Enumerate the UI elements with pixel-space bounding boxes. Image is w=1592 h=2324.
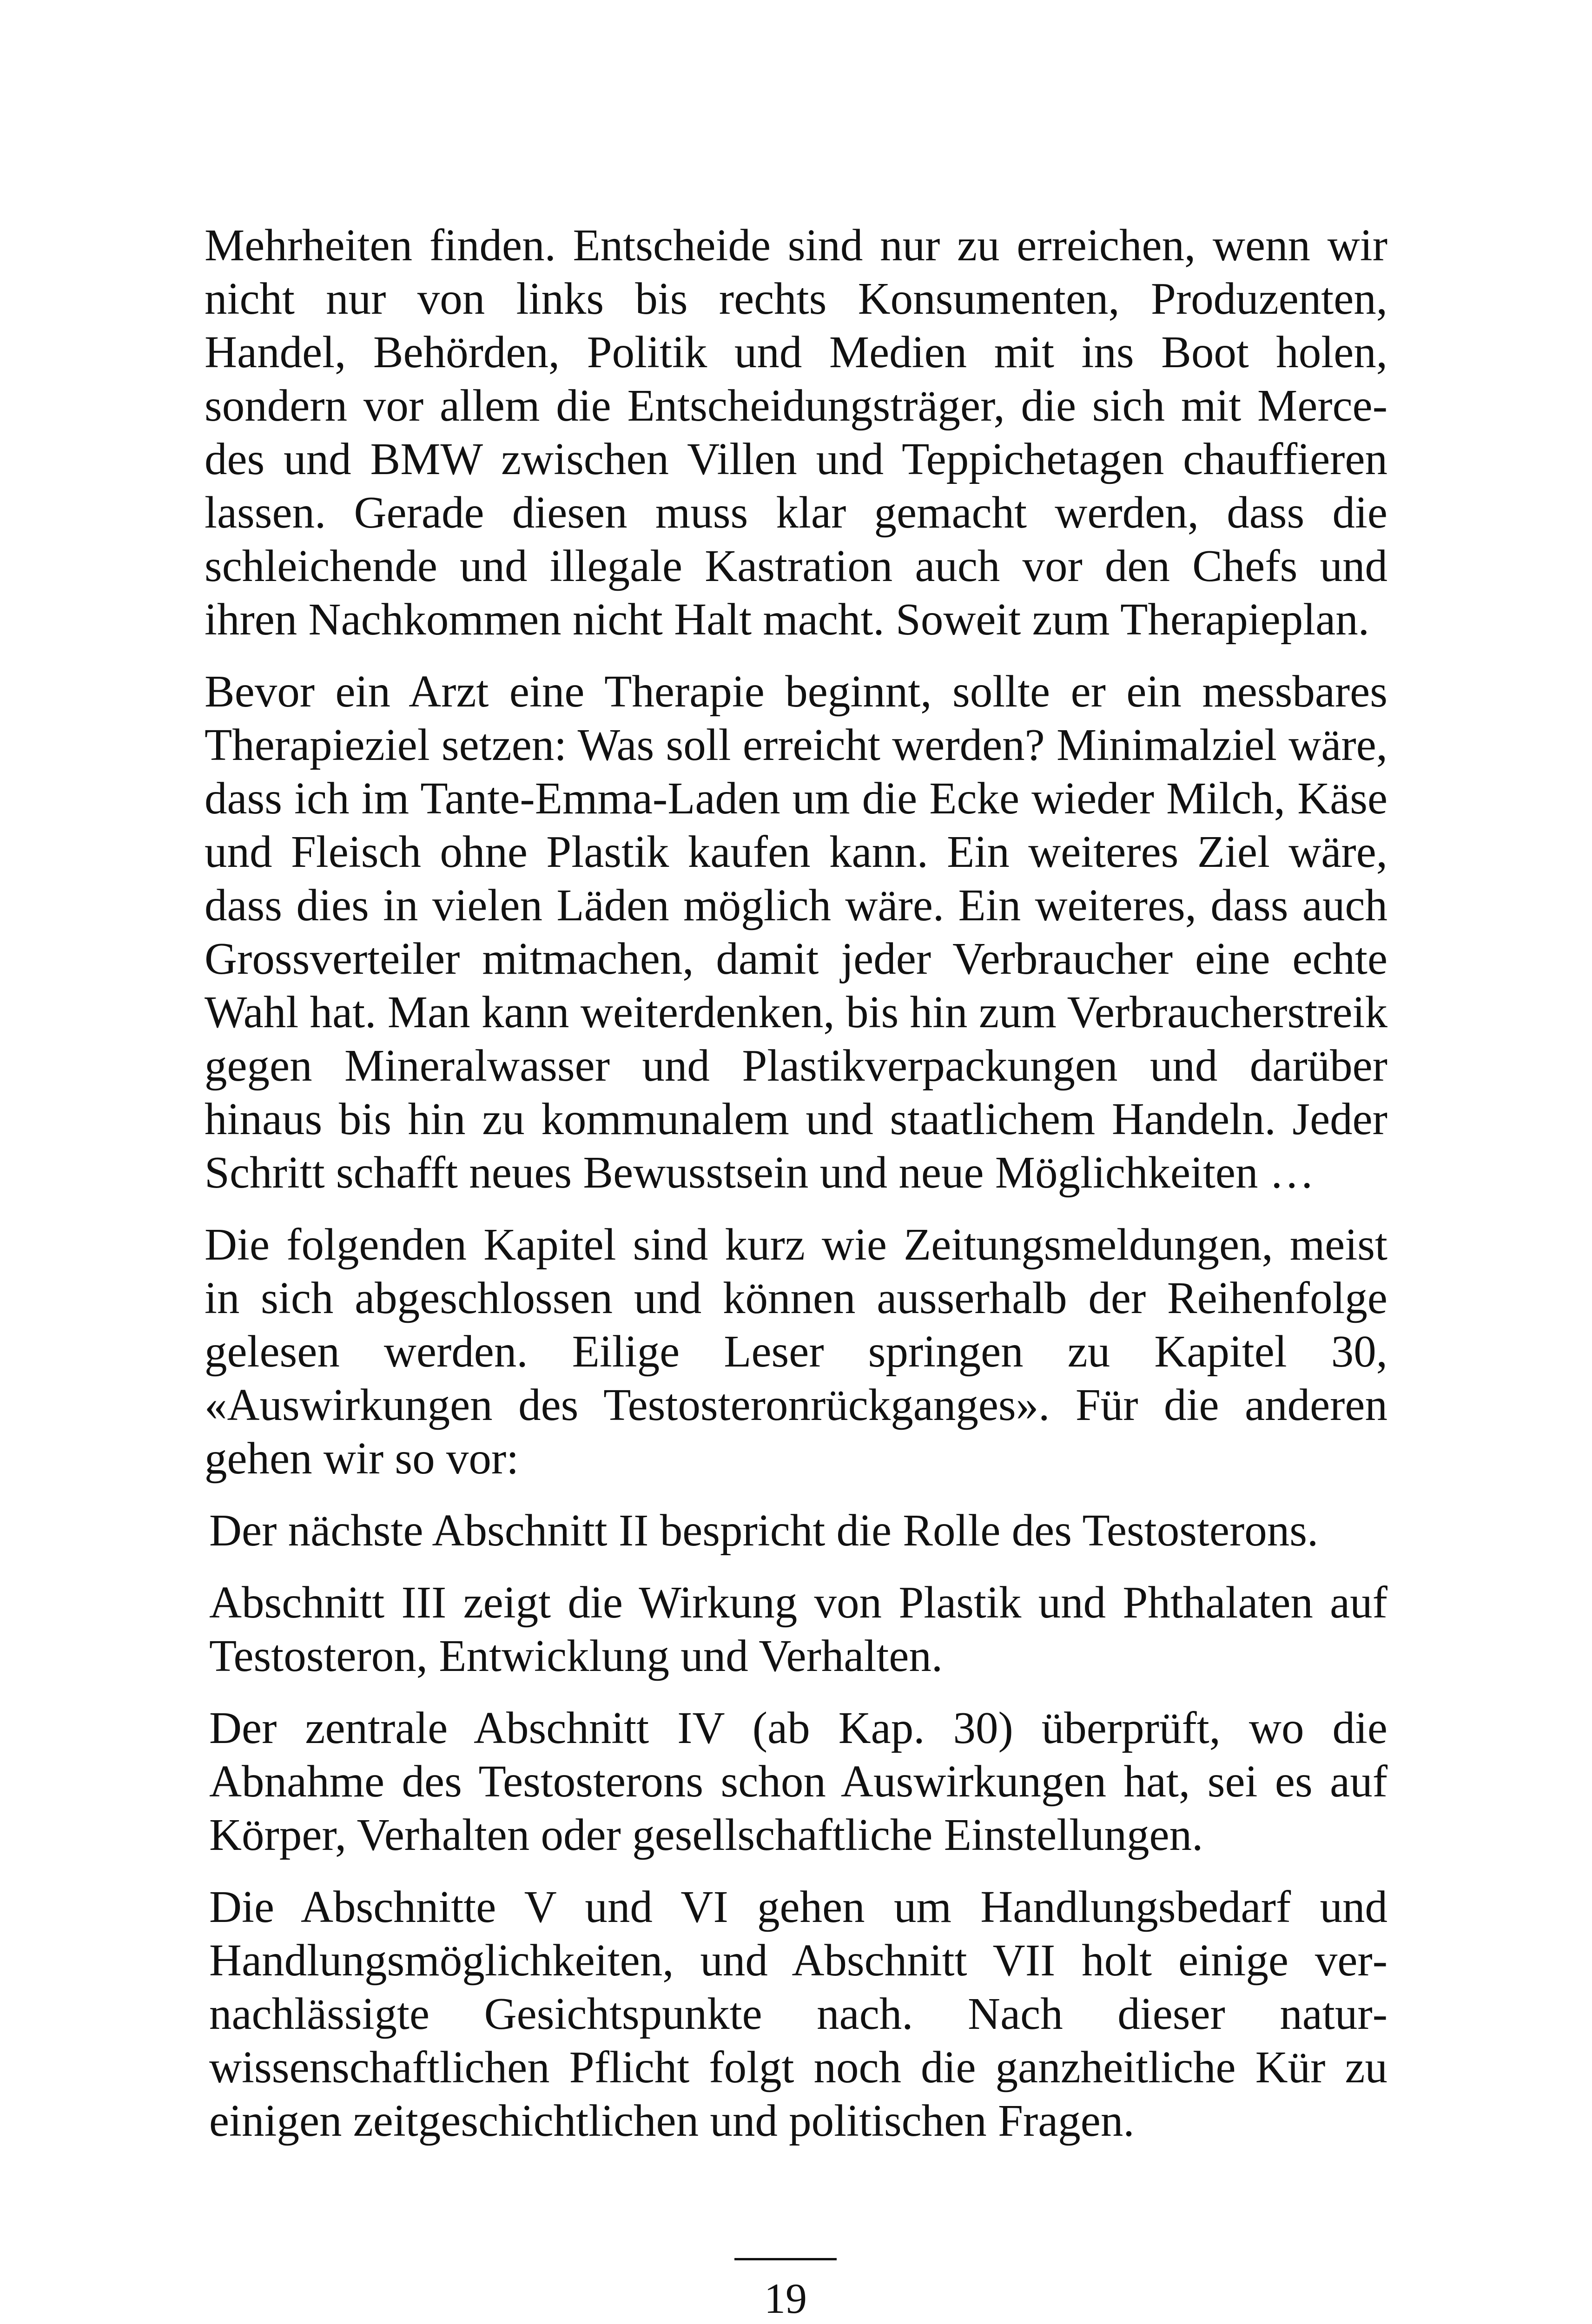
paragraph-section-ii: Der nächste Abschnitt II bespricht die Rolle des Testosterons. [209, 1505, 1319, 1555]
paragraph-chapter-overview: Die folgenden Kapitel sind kurz wie Zeitungsmeldungen, meist in sich abgeschlossen und können ausserhalb der Reihenfolge gelesen werden. Eilige Leser springen zu Kapitel 30, «Auswirkungen des Testosteronrückganges». Für die anderen gehen wir so vor: [205, 1220, 1387, 1483]
paragraph-section-v-vi-vii: Die Abschnitte V und VI gehen um Handlungsbedarf und Handlungsmöglichkeiten, und Abschnitt VII holt einige vernachlässigte Gesichtspunkte nach. Nach dieser naturwissenschaftlichen Pflicht folgt noch die ganzheitliche Kür zu einigen zeitgeschichtlichen und politischen Fragen. [209, 1882, 1387, 2146]
footer-rule [734, 2258, 837, 2260]
paragraph-therapy-goal: Bevor ein Arzt eine Therapie beginnt, sollte er ein messbares Therapieziel setzen: Was soll erreicht werden? Minimalziel wäre, dass ich im Tante-Emma-Laden um die Ecke wieder Milch, Käse und Fleisch ohne Plastik kaufen kann. Ein weiteres Ziel wäre, dass dies in vielen Läden möglich wäre. Ein weiteres, dass auch Grossverteiler mitmachen, damit jeder Verbraucher eine echte Wahl hat. Man kann weiterdenken, bis hin zum Verbraucherstreik gegen Mineralwasser und Plastikverpackungen und darüber hinaus bis hin zu kommunalem und staatlichem Handeln. Jeder Schritt schafft neues Bewusstsein und neue Möglichkeiten … [205, 667, 1387, 1197]
paragraph-section-iii: Abschnitt III zeigt die Wirkung von Plastik und Phthalaten auf Testosteron, Entwicklung und Verhalten. [209, 1578, 1387, 1681]
page-number: 19 [764, 2275, 807, 2322]
paragraph-therapy-plan: Mehrheiten finden. Entscheide sind nur zu erreichen, wenn wir nicht nur von links bis rechts Konsumenten, Produzenten, Handel, Behörden, Politik und Medien mit ins Boot holen, sondern vor allem die Entscheidungsträger, die sich mit Mercedes und BMW zwischen Villen und Teppichetagen chauffieren lassen. Gerade diesen muss klar gemacht werden, dass die schleichende und illegale Kastration auch vor den Chefs und ihren Nachkommen nicht Halt macht. Soweit zum Therapieplan. [205, 220, 1387, 644]
paragraph-section-iv: Der zentrale Abschnitt IV (ab Kap. 30) überprüft, wo die Abnahme des Testosterons schon Auswirkungen hat, sei es auf Körper, Verhalten oder gesellschaftliche Einstellungen. [209, 1703, 1387, 1860]
page-body [205, 218, 1387, 2166]
